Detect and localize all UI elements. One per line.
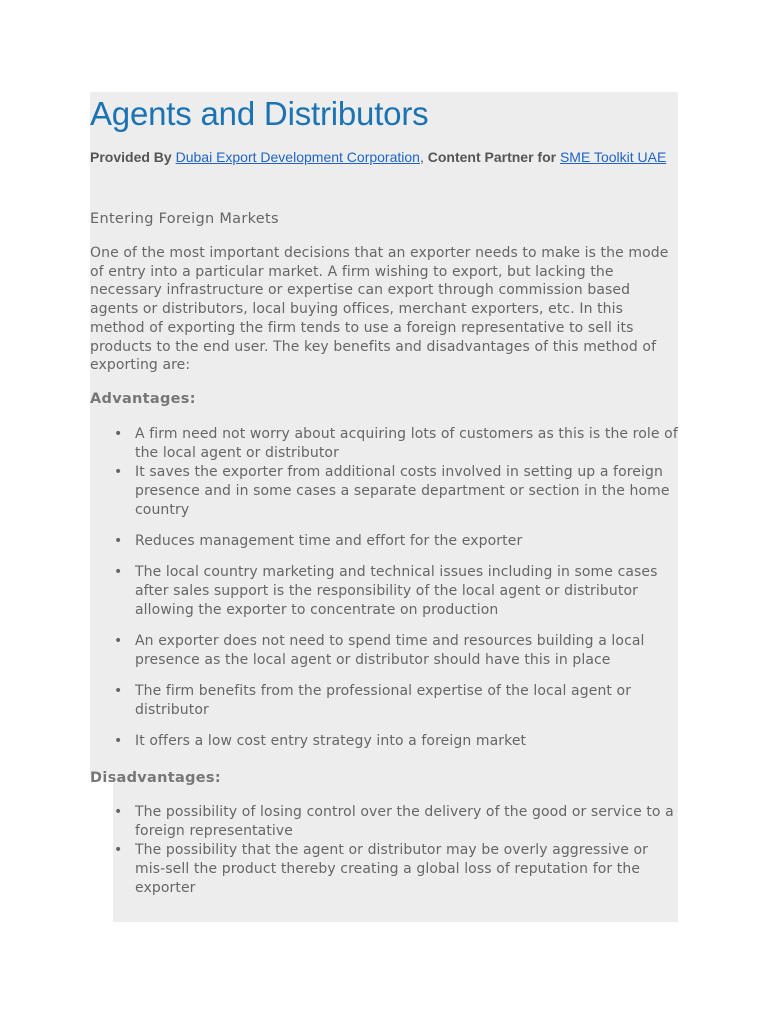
list-item-text: Reduces management time and effort for the exporter xyxy=(135,532,523,549)
list-item xyxy=(90,463,678,520)
dubai-export-link[interactable]: Dubai Export Development Corporation xyxy=(175,149,420,165)
list-item-text: A firm need not worry about acquiring lots of customers as this is the role of the local agent or distributor xyxy=(135,425,678,461)
bullet-icon: • xyxy=(114,841,123,858)
separator-comma: , xyxy=(419,149,424,165)
list-item xyxy=(90,841,678,898)
bullet-icon: • xyxy=(114,463,123,480)
bullet-icon: • xyxy=(114,532,123,549)
list-item-text: It saves the exporter from additional costs involved in setting up a foreign presence and in some cases a separate department or section in the home country xyxy=(135,463,670,518)
content-partner-label: Content Partner for xyxy=(427,149,557,165)
section-title: Entering Foreign Markets xyxy=(90,211,279,227)
bullet-icon: • xyxy=(114,632,123,649)
intro-paragraph: One of the most important decisions that an exporter needs to make is the mode of entry into a particular market. A firm wishing to export, but lacking the necessary infrastructure or expertise can export through commission based agents or distributors, local buying offices, merchant exporters, etc. In this method of exporting the firm tends to use a foreign representative to sell its products to the end user. The key benefits and disadvantages of this method of exporting are: xyxy=(90,245,669,374)
provided-by-line xyxy=(90,149,678,166)
disadvantages-list xyxy=(90,803,678,898)
list-item xyxy=(90,563,678,620)
page-title: Agents and Distributors xyxy=(90,95,429,132)
bullet-icon: • xyxy=(114,682,123,699)
bullet-icon: • xyxy=(114,732,123,749)
disadvantages-heading: Disadvantages: xyxy=(90,769,221,786)
advantages-heading: Advantages: xyxy=(90,390,196,407)
bullet-icon: • xyxy=(114,563,123,580)
sme-toolkit-link[interactable]: SME Toolkit UAE xyxy=(559,149,667,165)
list-item-text: The possibility that the agent or distributor may be overly aggressive or mis-sell the product thereby creating a global loss of reputation for the exporter xyxy=(135,841,649,896)
list-item xyxy=(90,682,678,720)
list-item xyxy=(90,425,678,463)
provided-by-label: Provided By xyxy=(90,149,172,165)
article-content xyxy=(90,92,678,898)
list-item-text: The firm benefits from the professional expertise of the local agent or distributor xyxy=(135,682,632,718)
list-item xyxy=(90,803,678,841)
bullet-icon: • xyxy=(114,803,123,820)
list-item-text: The local country marketing and technical issues including in some cases after sales support is the responsibility of the local agent or distributor allowing the exporter to concentrate on production xyxy=(135,563,658,618)
bullet-icon: • xyxy=(114,425,123,442)
list-item-text: It offers a low cost entry strategy into a foreign market xyxy=(135,732,527,749)
list-item xyxy=(90,532,678,551)
list-item-text: An exporter does not need to spend time and resources building a local presence as the local agent or distributor should have this in place xyxy=(135,632,645,668)
list-item xyxy=(90,732,678,751)
list-item xyxy=(90,632,678,670)
list-item-text: The possibility of losing control over the delivery of the good or service to a foreign representative xyxy=(135,803,674,839)
advantages-list xyxy=(90,425,678,751)
